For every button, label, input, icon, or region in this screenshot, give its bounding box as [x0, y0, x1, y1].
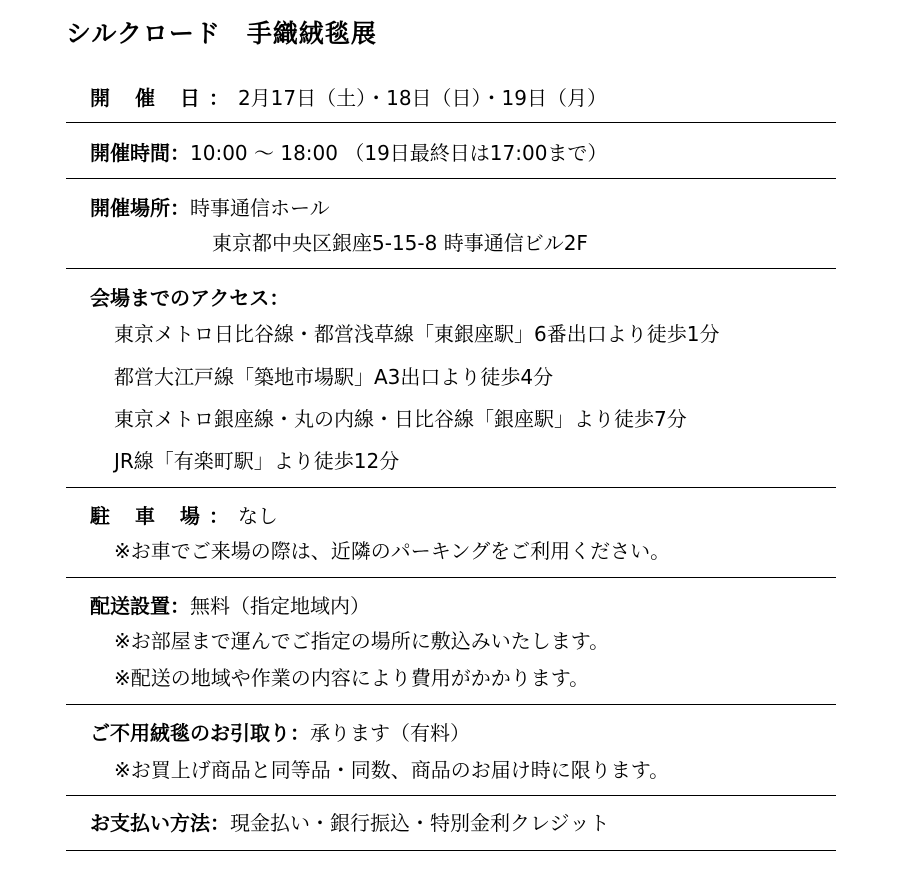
- parking-row: [90, 503, 278, 529]
- payment-row: [90, 810, 610, 836]
- access-row: [90, 285, 289, 311]
- access-route: 東京メトロ日比谷線・都営浅草線「東銀座駅」6番出口より徒歩1分: [114, 322, 720, 346]
- access-label: 会場までのアクセス：: [90, 286, 290, 310]
- venue-name: 時事通信ホール: [190, 196, 330, 220]
- divider: [66, 178, 836, 179]
- divider: [66, 268, 836, 269]
- delivery-note: ※お部屋まで運んでご指定の場所に敷込みいたします。: [114, 629, 610, 653]
- access-route: 東京メトロ銀座線・丸の内線・日比谷線「銀座駅」より徒歩7分: [114, 407, 687, 431]
- delivery-row: [90, 593, 370, 619]
- hours-row: [90, 140, 607, 166]
- pickup-value: 承ります（有料）: [310, 721, 470, 745]
- divider: [66, 487, 836, 488]
- dates-value: 2月17日（土）・18日（日）・19日（月）: [237, 86, 608, 110]
- divider: [66, 577, 836, 578]
- dates-row: [90, 85, 607, 111]
- hours-value: 10:00 ～ 18:00 （19日最終日は17:00まで）: [190, 141, 608, 165]
- delivery-note: ※配送の地域や作業の内容により費用がかかります。: [114, 666, 590, 690]
- divider: [66, 704, 836, 705]
- venue-address: 東京都中央区銀座5-15-8 時事通信ビル2F: [212, 231, 588, 255]
- divider: [66, 122, 836, 123]
- pickup-label: ご不用絨毯のお引取り：: [90, 721, 310, 745]
- parking-value: なし: [237, 504, 278, 528]
- parking-label: 駐 車 場：: [90, 504, 238, 528]
- payment-value: 現金払い・銀行振込・特別金利クレジット: [230, 811, 610, 835]
- page-title: シルクロード 手織絨毯展: [66, 19, 377, 48]
- pickup-row: [90, 720, 470, 746]
- delivery-label: 配送設置：: [90, 594, 190, 618]
- venue-row: [90, 195, 330, 221]
- parking-note: ※お車でご来場の際は、近隣のパーキングをご利用ください。: [114, 539, 671, 563]
- venue-label: 開催場所：: [90, 196, 190, 220]
- divider: [66, 850, 836, 851]
- dates-label: 開 催 日：: [90, 86, 238, 110]
- delivery-value: 無料（指定地域内）: [190, 594, 370, 618]
- divider: [66, 795, 836, 796]
- hours-label: 開催時間：: [90, 141, 190, 165]
- payment-label: お支払い方法：: [90, 811, 230, 835]
- access-route: 都営大江戸線「築地市場駅」A3出口より徒歩4分: [114, 365, 554, 389]
- pickup-note: ※お買上げ商品と同等品・同数、商品のお届け時に限ります。: [114, 758, 670, 782]
- access-route: JR線「有楽町駅」より徒歩12分: [114, 449, 400, 473]
